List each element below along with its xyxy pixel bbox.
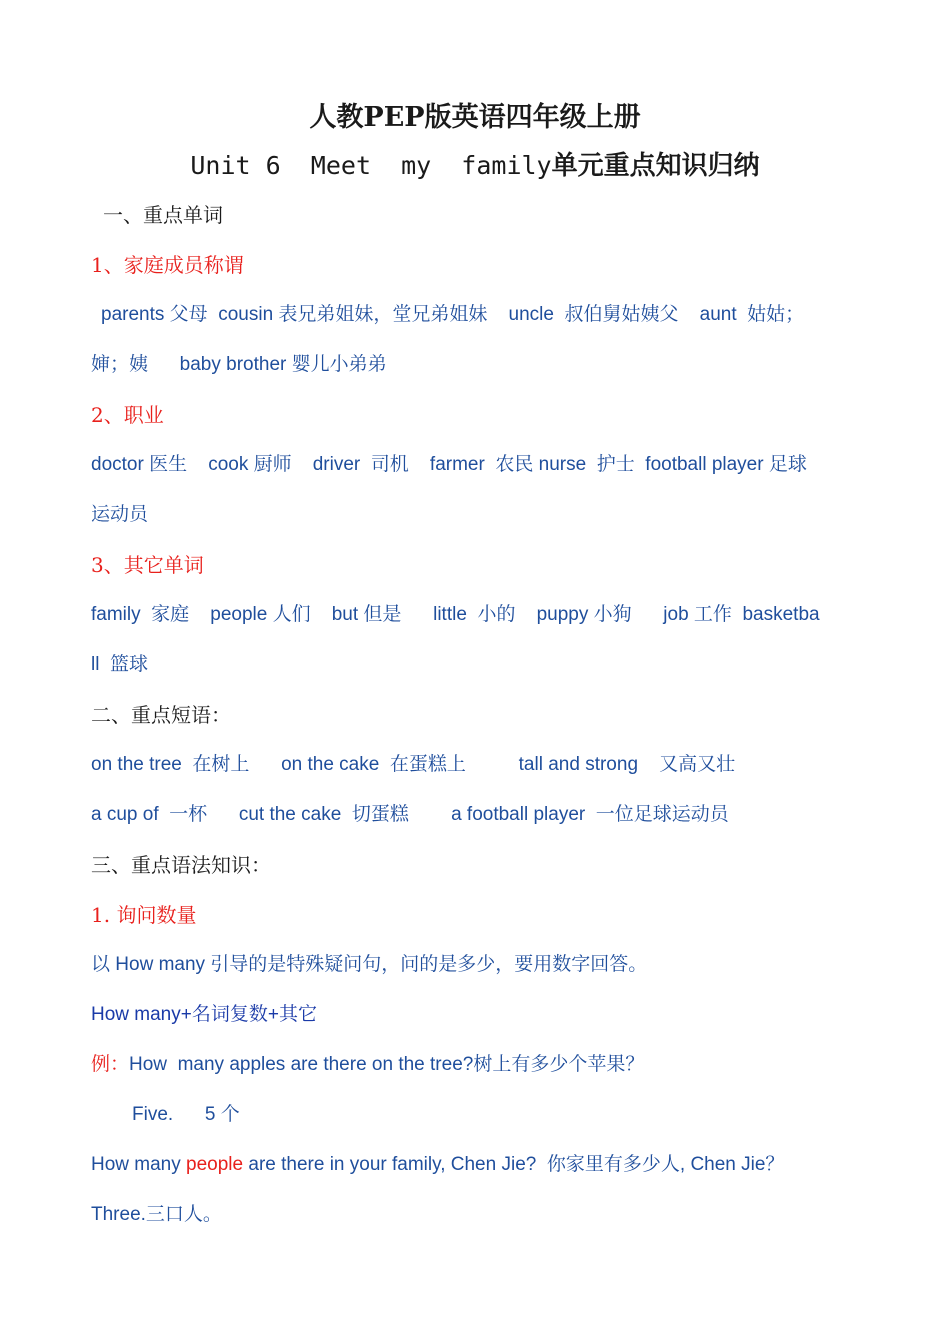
grammar-formula: How many+名词复数+其它 bbox=[91, 1004, 317, 1025]
group3-heading: 3、其它单词 bbox=[91, 553, 204, 577]
example2-answer: Three.三口人。 bbox=[91, 1204, 222, 1225]
group1-heading: 1、家庭成员称谓 bbox=[91, 253, 244, 277]
group2-heading: 2、职业 bbox=[91, 403, 164, 427]
family-words-line2: 婶；姨 baby brother 婴儿小弟弟 bbox=[91, 354, 387, 375]
example2-text-start: How many bbox=[91, 1154, 187, 1175]
page-subtitle bbox=[0, 148, 950, 184]
grammar-description: 以 How many 引导的是特殊疑问句，问的是多少，要用数字回答。 bbox=[91, 954, 648, 975]
example-label: 例： bbox=[91, 1054, 130, 1075]
example2-text-end: are there in your family, Chen Jie? 你家里有多少人, Chen Jie？ bbox=[243, 1154, 785, 1175]
example2-question bbox=[91, 1151, 890, 1179]
other-words-line1: family 家庭 people 人们 but 但是 little 小的 puppy 小狗 job 工作 basketba bbox=[91, 604, 820, 625]
example-question-text: How many apples are there on the tree?树上有多少个苹果？ bbox=[129, 1054, 645, 1075]
job-words-line2: 运动员 bbox=[91, 504, 149, 525]
example-question bbox=[91, 1051, 890, 1079]
job-words-line1: doctor 医生 cook 厨师 driver 司机 farmer 农民 nurse 护士 football player 足球 bbox=[91, 454, 807, 475]
family-words-line1: parents 父母 cousin 表兄弟姐妹，堂兄弟姐妹 uncle 叔伯舅姑姨父 aunt 姑姑； bbox=[101, 304, 805, 325]
section1-heading: 一、重点单词 bbox=[103, 203, 223, 227]
page-title: 人教PEP版英语四年级上册 bbox=[309, 102, 641, 133]
section3-heading: 三、重点语法知识： bbox=[91, 853, 271, 877]
grammar-point1-heading: 1. 询问数量 bbox=[91, 903, 197, 927]
phrases-line1: on the tree 在树上 on the cake 在蛋糕上 tall and strong 又高又壮 bbox=[91, 754, 736, 775]
example2-highlight: people bbox=[186, 1154, 244, 1175]
subtitle-chinese: 单元重点知识归纳 bbox=[551, 151, 760, 181]
subtitle-english: Unit 6 Meet my family bbox=[190, 151, 552, 180]
section2-heading: 二、重点短语： bbox=[91, 703, 231, 727]
phrases-line2: a cup of 一杯 cut the cake 切蛋糕 a football player 一位足球运动员 bbox=[91, 804, 729, 825]
example-answer: Five. 5 个 bbox=[132, 1104, 240, 1125]
other-words-line2: ll 篮球 bbox=[91, 654, 149, 675]
